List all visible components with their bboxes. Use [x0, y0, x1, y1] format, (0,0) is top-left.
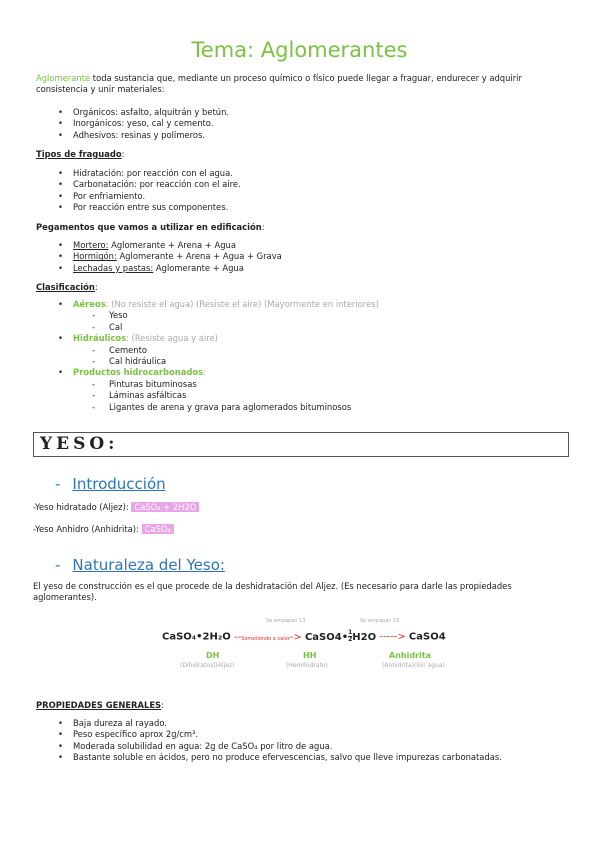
list-item: - Pinturas bituminosas — [36, 379, 566, 390]
list-item — [36, 251, 556, 262]
item-rest: Aglomerante + Arena + Agua + Grava — [116, 251, 282, 262]
propiedades-heading-text: PROPIEDADES GENERALES — [36, 700, 162, 710]
list-item: • Por enfriamiento. — [36, 191, 556, 202]
reaction-formula-line — [162, 630, 446, 643]
group-name: Productos hidrocarbonados — [73, 367, 204, 378]
group-name: Aéreos — [73, 299, 106, 309]
item-term: Hormigón: — [73, 251, 117, 262]
clasificacion-block — [36, 299, 566, 413]
arrow1-top-note: Se empapan 13 — [266, 618, 306, 624]
intro-list — [36, 107, 556, 141]
group-items — [36, 345, 566, 368]
group-title — [36, 333, 566, 344]
anhidro-label: -Yeso Anhidro (Anhidrita): — [33, 524, 139, 534]
item-rest: Aglomerante + Arena + Agua — [108, 240, 236, 250]
formula-anhydrite: CaSO4 — [408, 631, 446, 643]
list-item: - Cemento — [36, 345, 566, 356]
list-item: • Inorgánicos: yeso, cal y cemento. — [36, 118, 556, 129]
arrow2: -----> — [379, 631, 406, 643]
list-item: • Orgánicos: asfalto, alquitrán y betún. — [36, 107, 556, 118]
list-item: • Adhesivos: resinas y polímeros. — [36, 130, 556, 141]
list-item: • Hidratación: por reacción con el agua. — [36, 168, 556, 179]
formula-hemihydrate — [304, 629, 377, 643]
heading-dash: - — [55, 556, 61, 574]
intro-term: Aglomerante — [36, 73, 91, 83]
item-rest: Aglomerante + Agua — [153, 262, 244, 273]
list-item: • Baja dureza al rayado. — [36, 718, 576, 729]
clasificacion-group — [36, 333, 566, 344]
fraction-den: 2 — [348, 636, 353, 643]
introduccion-heading — [55, 475, 166, 493]
arrow2-dashes: -- — [379, 631, 387, 643]
list-item: • Moderada solubilidad en agua: 2g de CaSO₄ por litro de agua. — [36, 741, 576, 752]
arrow2-top-note: Se empapan 15 — [360, 618, 400, 624]
pegamentos-list — [36, 240, 556, 274]
dehydration-reaction — [162, 618, 462, 673]
list-item: - Ligantes de arena y grava para aglomerados bituminosos — [36, 402, 566, 413]
naturaleza-title: Naturaleza del Yeso: — [72, 556, 225, 574]
intro-text: toda sustancia que, mediante un proceso químico o físico puede llegar a fraguar, endurecer y adquirir consistencia y unir materiales: — [36, 73, 522, 95]
fraguado-heading-text: Tipos de fraguado — [36, 149, 122, 159]
yeso-heading-box — [33, 432, 569, 457]
group-note: : — [203, 367, 206, 378]
item-term: Lechadas y pastas: — [73, 262, 154, 273]
yeso-heading: YESO: — [40, 434, 119, 454]
group-note: : (Resiste agua y aire) — [126, 333, 218, 344]
sublabel-hh: (Hemihidrato) — [286, 662, 328, 669]
pegamentos-heading: Pegamentos que vamos a utilizar en edificación: — [36, 222, 265, 232]
heading-dash: - — [55, 475, 61, 493]
arrow1-dashes: -- — [233, 631, 242, 643]
group-items — [36, 310, 566, 333]
intro-paragraph — [36, 73, 566, 96]
sublabel-dh: (Dihidratos)(Aljez) — [180, 662, 235, 669]
f2-main: CaSO4• — [304, 631, 349, 643]
introduccion-title: Introducción — [72, 475, 166, 493]
page-title: Tema: Aglomerantes — [191, 38, 408, 62]
fraguado-list — [36, 168, 556, 214]
sublabel-anhidrita: (Anhidrita)(Sin agua) — [382, 662, 445, 669]
group-note: : (No resiste el agua) (Resiste el aire) (Mayormente en interiores) — [105, 299, 379, 309]
group-title — [36, 367, 566, 378]
list-item: - Yeso — [36, 310, 566, 321]
list-item: • Carbonatación: por reacción con el aire. — [36, 179, 556, 190]
item-term: Mortero: — [73, 240, 109, 250]
fraction-num: 1 — [348, 629, 353, 636]
list-item: - Cal — [36, 322, 566, 333]
hidratado-formula-chip: CaSO₄ + 2H2O — [131, 502, 199, 512]
list-item: • Peso específico aprox 2g/cm³. — [36, 729, 576, 740]
anhidro-formula-chip: CaSO₄ — [142, 524, 174, 534]
list-item — [36, 263, 556, 274]
fraguado-heading: Tipos de fraguado: — [36, 149, 125, 159]
arrow1: --Sometiendo a calor-> — [233, 631, 302, 643]
list-item: - Láminas asfálticas — [36, 390, 566, 401]
f2-tail: H2O — [352, 631, 377, 643]
naturaleza-heading — [55, 556, 225, 574]
label-hh: HH — [303, 651, 317, 660]
propiedades-heading: PROPIEDADES GENERALES: — [36, 700, 164, 710]
yeso-anhidro-line — [33, 524, 174, 535]
label-dh: DH — [206, 651, 220, 660]
pegamentos-heading-text: Pegamentos que vamos a utilizar en edificación — [36, 222, 262, 232]
list-item: • Bastante soluble en ácidos, pero no produce efervescencias, salvo que lleve impurezas carbonatadas. — [36, 752, 576, 763]
group-name: Hidráulicos — [73, 333, 127, 344]
group-items — [36, 379, 566, 413]
formula-dihydrate: CaSO₄•2H₂O — [162, 631, 231, 643]
propiedades-list — [36, 718, 576, 764]
hidratado-label: -Yeso hidratado (Aljez): — [33, 502, 129, 512]
list-item: - Cal hidráulica — [36, 356, 566, 367]
label-anhidrita: Anhidrita — [389, 651, 431, 660]
arrow1-note: Sometiendo a calor — [241, 635, 290, 642]
clasificacion-group — [36, 299, 566, 310]
clasificacion-heading-text: Clasificación — [36, 282, 95, 292]
list-item — [36, 240, 556, 251]
group-title — [36, 299, 566, 310]
yeso-hidratado-line — [33, 502, 199, 513]
list-item: • Por reacción entre sus componentes. — [36, 202, 556, 213]
clasificacion-group — [36, 367, 566, 378]
clasificacion-heading: Clasificación: — [36, 282, 98, 292]
naturaleza-paragraph: El yeso de construcción es el que procede de la deshidratación del Aljez. (Es necesario para darle las propiedades aglomerantes). — [33, 581, 512, 603]
